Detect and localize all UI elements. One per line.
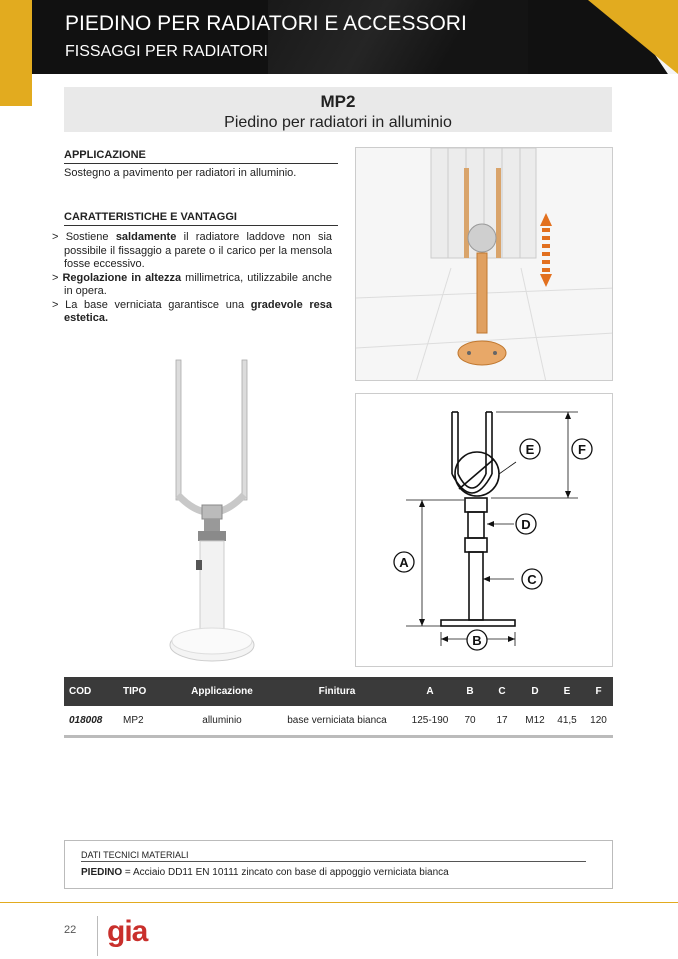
footer-divider bbox=[0, 902, 678, 903]
installation-photo bbox=[355, 147, 613, 381]
product-description: Piedino per radiatori in alluminio bbox=[224, 114, 452, 131]
caratteristiche-heading: CARATTERISTICHE E VANTAGGI bbox=[64, 211, 338, 226]
col-finitura: Finitura bbox=[270, 677, 404, 706]
col-c: C bbox=[484, 677, 520, 706]
cell-d: M12 bbox=[520, 706, 550, 736]
product-table bbox=[64, 677, 613, 738]
diagram-label-f: F bbox=[578, 442, 586, 457]
caratteristiche-list bbox=[52, 231, 332, 326]
product-code: MP2 bbox=[320, 92, 356, 111]
tech-label: PIEDINO bbox=[81, 867, 123, 878]
col-tipo: TIPO bbox=[118, 677, 174, 706]
cell-tipo: MP2 bbox=[118, 706, 174, 736]
cell-c: 17 bbox=[484, 706, 520, 736]
technical-diagram bbox=[355, 393, 613, 667]
cell-b: 70 bbox=[456, 706, 484, 736]
header-title: PIEDINO PER RADIATORI E ACCESSORI bbox=[65, 12, 467, 35]
col-f: F bbox=[584, 677, 613, 706]
applicazione-text: Sostegno a pavimento per radiatori in alluminio. bbox=[64, 167, 297, 179]
tech-heading: DATI TECNICI MATERIALI bbox=[81, 850, 586, 862]
list-item: > Sostiene saldamente il radiatore laddove non sia possibile il fissaggio a parete o il carico per la mensola fosse eccessivo. bbox=[52, 231, 333, 270]
tech-data-box bbox=[64, 840, 613, 889]
footer-separator bbox=[97, 916, 98, 956]
diagram-label-e: E bbox=[525, 442, 535, 457]
page-number: 22 bbox=[64, 924, 77, 936]
diagram-label-c: C bbox=[527, 572, 537, 587]
diagram-label-a: A bbox=[399, 555, 409, 570]
cell-finitura: base verniciata bianca bbox=[270, 706, 404, 736]
cell-applicazione: alluminio bbox=[174, 706, 270, 736]
col-a: A bbox=[404, 677, 456, 706]
col-d: D bbox=[520, 677, 550, 706]
diagram-label-d: D bbox=[521, 517, 531, 532]
product-photo bbox=[158, 355, 283, 665]
gia-logo: gia bbox=[107, 915, 148, 948]
cell-f: 120 bbox=[584, 706, 613, 736]
col-applicazione: Applicazione bbox=[174, 677, 270, 706]
col-e: E bbox=[550, 677, 584, 706]
list-item: > Regolazione in altezza millimetrica, utilizzabile anche in opera. bbox=[52, 271, 332, 297]
col-b: B bbox=[456, 677, 484, 706]
applicazione-heading: APPLICAZIONE bbox=[64, 149, 338, 164]
list-item: > La base verniciata garantisce una gradevole resa estetica. bbox=[52, 298, 333, 324]
cell-e: 41,5 bbox=[550, 706, 584, 736]
gold-accent-tab bbox=[0, 0, 32, 106]
table-row bbox=[64, 706, 613, 736]
header-subtitle: FISSAGGI PER RADIATORI bbox=[65, 43, 268, 60]
cell-a: 125-190 bbox=[404, 706, 456, 736]
tech-text: = Acciaio DD11 EN 10111 zincato con base di appoggio verniciata bianca bbox=[122, 867, 449, 878]
cell-cod: 018008 bbox=[64, 706, 118, 736]
diagram-label-b: B bbox=[472, 633, 482, 648]
col-cod: COD bbox=[64, 677, 118, 706]
table-header-row bbox=[64, 677, 613, 706]
tech-body bbox=[81, 867, 449, 878]
product-title-box bbox=[64, 87, 612, 132]
